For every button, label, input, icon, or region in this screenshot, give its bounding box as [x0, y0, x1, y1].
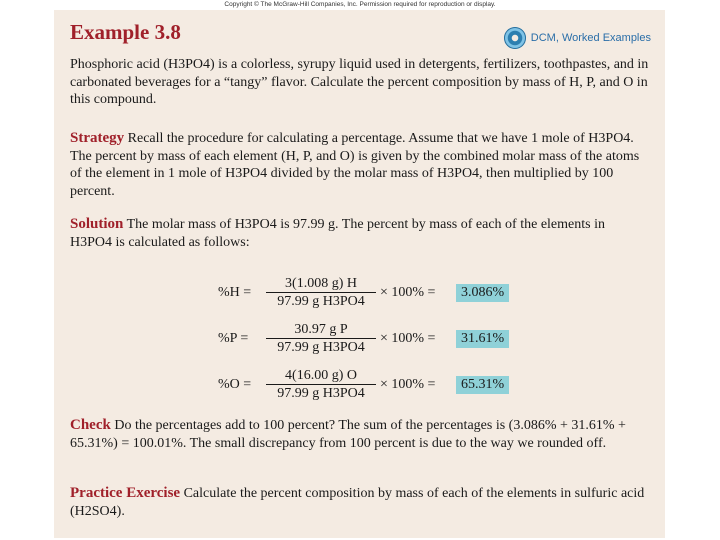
solution-label: Solution [70, 216, 124, 232]
equation-lhs: %H = [218, 285, 252, 300]
equation-lhs: %P = [218, 331, 249, 346]
strategy-label: Strategy [70, 130, 125, 146]
fraction-numerator: 30.97 g P [294, 322, 348, 337]
equation-result: 31.61% [456, 330, 509, 348]
fraction-numerator: 4(16.00 g) O [285, 368, 357, 383]
check-section [70, 417, 650, 452]
equation-hydrogen [218, 270, 518, 316]
equation-phosphorus [218, 316, 518, 362]
equation-lhs: %O = [218, 377, 252, 392]
example-title: Example 3.8 [70, 20, 181, 44]
equation-fraction [266, 275, 376, 311]
strategy-section [70, 130, 650, 200]
solution-section [70, 216, 650, 251]
fraction-denominator: 97.99 g H3PO4 [277, 386, 365, 401]
example-panel [54, 10, 665, 538]
practice-label: Practice Exercise [70, 485, 181, 501]
equation-fraction [266, 321, 376, 357]
problem-statement: Phosphoric acid (H3PO4) is a colorless, syrupy liquid used in detergents, fertilizers, toothpastes, and in carbonated beverages for a “tangy” flavor. Calculate the percent composition by mass of H, P, and O in this compound. [70, 57, 649, 107]
check-text: Do the percentages add to 100 percent? The sum of the percentages is (3.086% + 31.61% + 65.31%) = 100.01%. The small discrepancy from 100 percent is due to the way we rounded off. [70, 418, 626, 451]
dcm-worked-examples-link[interactable] [504, 26, 651, 50]
fraction-numerator: 3(1.008 g) H [285, 276, 357, 291]
practice-text: Calculate the percent composition by mass of each of the elements in sulfuric acid (H2SO4). [70, 486, 645, 519]
copyright-notice: Copyright © The McGraw-Hill Companies, Inc. Permission required for reproduction or display. [224, 1, 496, 8]
equation-oxygen [218, 362, 518, 408]
fraction-denominator: 97.99 g H3PO4 [277, 294, 365, 309]
dcm-label: DCM, Worked Examples [530, 32, 651, 44]
equation-fraction [266, 367, 376, 403]
solution-text: The molar mass of H3PO4 is 97.99 g. The percent by mass of each of the elements in H3PO4 is calculated as follows: [70, 217, 605, 250]
equations-block [218, 270, 518, 408]
equation-multiplier: × 100% = [380, 285, 436, 300]
cd-icon [504, 27, 526, 49]
equation-multiplier: × 100% = [380, 331, 436, 346]
equation-multiplier: × 100% = [380, 377, 436, 392]
check-label: Check [70, 417, 111, 433]
fraction-denominator: 97.99 g H3PO4 [277, 340, 365, 355]
strategy-text: Recall the procedure for calculating a percentage. Assume that we have 1 mole of H3PO4. The percent by mass of each element (H, P, and O) is given by the combined molar mass of the atoms of the element in 1 mole of H3PO4 divided by the molar mass of H3PO4, then multiplied by 100 percent. [70, 131, 640, 199]
equation-result: 3.086% [456, 284, 509, 302]
practice-section [70, 485, 650, 520]
equation-result: 65.31% [456, 376, 509, 394]
